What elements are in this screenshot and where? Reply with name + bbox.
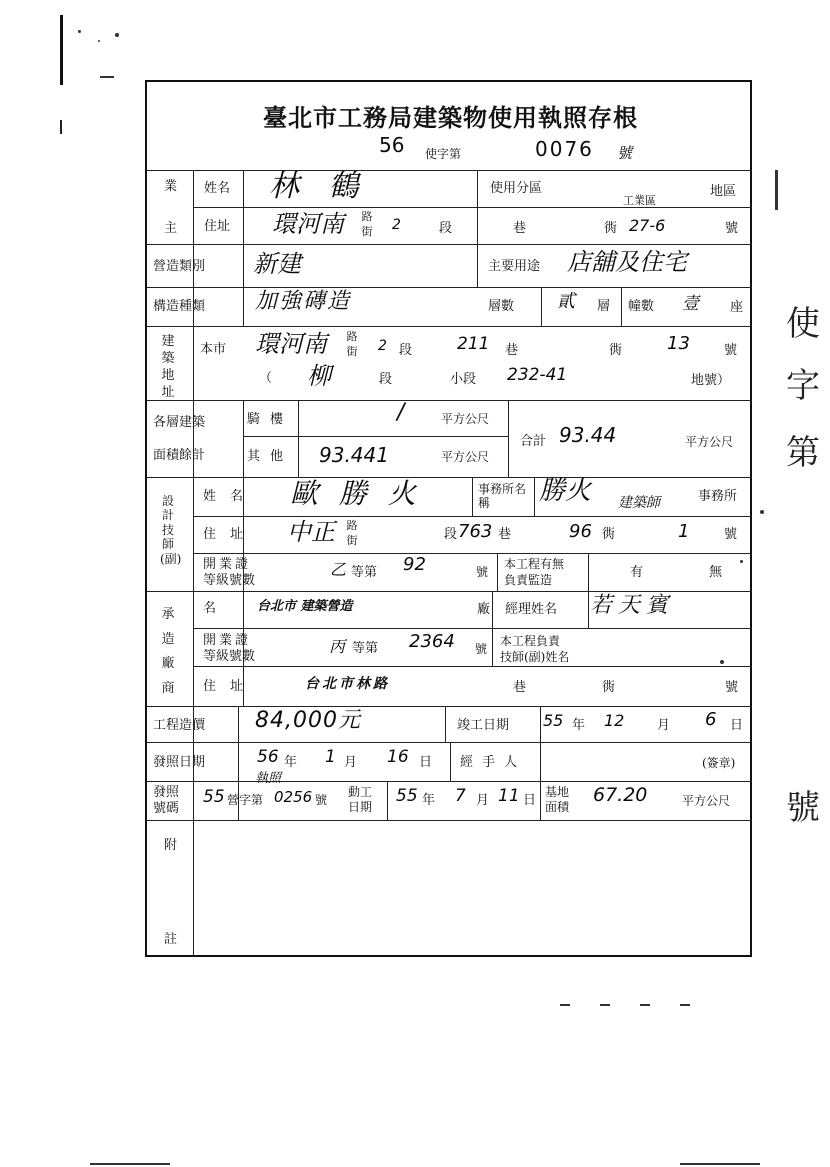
designer-license-grade: 乙 xyxy=(330,560,347,579)
designer-road: 中正 xyxy=(287,518,335,546)
other-label: 其他 xyxy=(247,449,294,464)
start-label-1: 動工 xyxy=(348,785,373,799)
permit-label-2: 號碼 xyxy=(153,801,180,816)
speck xyxy=(98,40,100,42)
contractor-address-label: 住址 xyxy=(203,679,258,694)
completion-month: 12 xyxy=(604,711,625,730)
site-district: 柳 xyxy=(307,362,331,390)
site-section-unit: 段 xyxy=(399,343,413,358)
contractor-license-unit: 號 xyxy=(475,642,488,656)
handler-label: 經手人 xyxy=(460,755,527,770)
start-month: 7 xyxy=(455,786,466,806)
contractor-street-unit: 衖 xyxy=(602,680,616,695)
site-city: 本市 xyxy=(200,342,227,357)
contractor-name-label: 名 xyxy=(203,601,217,616)
supervise-label-2: 負責監造 xyxy=(504,573,553,587)
contractor-lane-unit: 巷 xyxy=(513,680,527,695)
site-lot-no: 232-41 xyxy=(507,365,568,385)
site-lot-unit: 地號） xyxy=(691,373,731,388)
completion-day: 6 xyxy=(705,709,717,730)
permit-printed: 營字第 xyxy=(227,793,264,807)
contractor-license-label-2: 等級號數 xyxy=(203,649,256,664)
total-value: 93.44 xyxy=(559,423,617,447)
issue-month-unit: 月 xyxy=(344,755,358,770)
designer-license-mid: 等第 xyxy=(351,565,378,580)
manager-label: 經理姓名 xyxy=(505,602,558,617)
designer-license-label-1: 開業證 xyxy=(203,557,252,572)
designer-name-label: 姓名 xyxy=(203,489,258,504)
site-road: 環河南 xyxy=(255,330,327,358)
completion-label: 竣工日期 xyxy=(457,718,510,733)
speck xyxy=(115,33,119,37)
owner-road: 環河南 xyxy=(272,210,344,238)
count-value: 壹 xyxy=(682,294,699,314)
base-area-label-1: 基地 xyxy=(545,785,570,799)
supervise-label-1: 本工程有無 xyxy=(504,557,565,571)
site-street-unit: 衖 xyxy=(609,343,623,358)
owner-house-unit: 號 xyxy=(725,221,739,236)
site-road-label: 路街 xyxy=(346,330,358,358)
arcade-value: / xyxy=(397,400,405,425)
contractor-license-label-1: 開業證 xyxy=(203,633,252,648)
owner-name: 林 鶴 xyxy=(269,169,369,204)
completion-day-unit: 日 xyxy=(730,718,744,733)
scan-edge-mark xyxy=(60,15,63,85)
speck xyxy=(760,510,764,514)
owner-road-label: 路街 xyxy=(361,210,373,238)
seal-label: (簽章) xyxy=(702,756,736,770)
designer-license-label-2: 等級號數 xyxy=(203,573,256,588)
permit-annot: 執照 xyxy=(255,771,282,786)
margin-char-4: 號 xyxy=(786,788,820,828)
cost-value: 84,000元 xyxy=(255,708,361,733)
site-lane-unit: 巷 xyxy=(505,343,519,358)
start-day: 11 xyxy=(498,786,520,806)
speck xyxy=(600,1004,610,1006)
margin-char-2: 字 xyxy=(786,366,820,406)
site-subsection-unit: 小段 xyxy=(450,372,477,387)
site-open-paren: （ xyxy=(259,371,273,386)
contractor-name: 台北市 建築營造 xyxy=(257,599,353,614)
speck xyxy=(680,1004,690,1006)
permit-number-suffix: 號 xyxy=(617,144,633,162)
designer-name: 歐 勝 火 xyxy=(290,477,422,510)
designer-road-label: 路街 xyxy=(346,519,358,547)
site-district-unit: 段 xyxy=(379,372,393,387)
remarks-top: 附 xyxy=(164,838,178,853)
construction-type-value: 新建 xyxy=(253,250,301,278)
completion-year-unit: 年 xyxy=(572,718,586,733)
designer-lane-unit: 巷 xyxy=(498,527,512,542)
designer-street-unit: 衖 xyxy=(602,527,616,542)
owner-address-label: 住址 xyxy=(204,219,231,234)
scan-bottom-mark-2 xyxy=(680,1163,760,1165)
site-house-unit: 號 xyxy=(724,343,738,358)
speck xyxy=(720,660,724,664)
arcade-unit: 平方公尺 xyxy=(441,412,490,426)
area-label-top: 各層建築 xyxy=(153,415,206,430)
structure-label: 構造種類 xyxy=(153,299,206,314)
margin-char-3: 第 xyxy=(786,433,820,473)
designer-lane: 763 xyxy=(458,521,493,542)
base-area-value: 67.20 xyxy=(593,784,648,806)
total-label: 合計 xyxy=(520,434,547,449)
designer-section-label: 設計技師(副) xyxy=(160,494,182,566)
completion-month-unit: 月 xyxy=(657,718,671,733)
designer-address-label: 住址 xyxy=(203,527,258,542)
designer-license-unit: 號 xyxy=(476,565,489,579)
start-day-unit: 日 xyxy=(523,793,537,808)
permit-form xyxy=(145,80,752,957)
designer-house-no: 1 xyxy=(678,521,690,542)
owner-lane-unit: 巷 xyxy=(513,221,527,236)
area-label-bottom: 面積餘計 xyxy=(153,448,206,463)
issue-month: 1 xyxy=(325,747,336,767)
permit-number-unit: 號 xyxy=(315,793,328,807)
owner-name-label: 姓名 xyxy=(204,181,231,196)
contractor-section-label: 承造廠商 xyxy=(161,607,175,697)
supervise-alt: 無 xyxy=(709,565,723,580)
count-unit: 座 xyxy=(730,300,744,315)
floors-label: 層數 xyxy=(488,299,515,314)
issue-day-unit: 日 xyxy=(419,755,433,770)
owner-label-1: 業 xyxy=(164,179,178,194)
remarks-bottom: 註 xyxy=(164,932,178,947)
speck xyxy=(100,76,114,78)
zone-unit: 地區 xyxy=(710,184,737,199)
main-use-label: 主要用途 xyxy=(488,259,541,274)
structure-value: 加強磚造 xyxy=(255,289,352,314)
permit-number-value: 0256 xyxy=(274,788,313,806)
speck xyxy=(78,30,81,33)
contractor-house-unit: 號 xyxy=(725,680,739,695)
start-year-unit: 年 xyxy=(422,793,436,808)
contractor-license-no: 2364 xyxy=(409,631,455,652)
construction-type-label: 營造類別 xyxy=(153,259,206,274)
scan-edge-mark-2 xyxy=(60,120,62,134)
permit-year-value: 55 xyxy=(203,787,225,807)
contractor-address: 台北市林路 xyxy=(305,676,390,692)
other-unit: 平方公尺 xyxy=(441,450,490,464)
zone-label: 使用分區 xyxy=(490,181,543,196)
floors-value: 貳 xyxy=(557,291,575,312)
completion-year: 55 xyxy=(543,711,564,730)
issue-year: 56 xyxy=(257,747,279,767)
permit-label-1: 發照 xyxy=(153,785,180,800)
site-lane: 211 xyxy=(457,334,490,354)
owner-street-unit: 衖 xyxy=(604,221,618,236)
permit-number-label: 使字第 xyxy=(425,147,462,161)
permit-number: 0076 xyxy=(535,137,594,161)
start-year: 55 xyxy=(396,786,418,806)
arcade-label: 騎樓 xyxy=(247,412,294,427)
contractor-name-unit: 廠 xyxy=(477,602,491,617)
designer-section-unit: 段 xyxy=(444,527,458,542)
designer-house-unit: 號 xyxy=(724,527,738,542)
other-value: 93.441 xyxy=(319,443,389,467)
permit-year: 56 xyxy=(379,133,405,157)
speck xyxy=(740,560,743,563)
site-section-label: 建築地址 xyxy=(161,334,175,400)
zone-value: 工業區 xyxy=(623,194,656,207)
tech-label-2: 技師(副)姓名 xyxy=(500,650,570,664)
designer-office-printed: 建築師 xyxy=(618,495,660,511)
designer-office-suffix: 事務所 xyxy=(698,489,738,504)
base-area-unit: 平方公尺 xyxy=(682,794,731,808)
manager-name: 若天賓 xyxy=(590,593,675,618)
owner-section: 2 xyxy=(392,217,401,233)
site-house-no: 13 xyxy=(667,333,690,354)
start-label-2: 日期 xyxy=(348,800,373,814)
floors-unit: 層 xyxy=(597,299,611,314)
cost-label: 工程造價 xyxy=(153,718,206,733)
start-month-unit: 月 xyxy=(476,793,490,808)
designer-license-no: 92 xyxy=(403,554,426,575)
speck xyxy=(560,1004,570,1006)
margin-char-1: 使 xyxy=(786,304,820,344)
contractor-license-grade: 丙 xyxy=(329,637,346,656)
issue-label: 發照日期 xyxy=(153,755,206,770)
owner-label-2: 主 xyxy=(164,221,178,236)
speck xyxy=(775,170,778,210)
count-label: 幢數 xyxy=(628,299,655,314)
issue-day: 16 xyxy=(387,747,409,767)
owner-section-unit: 段 xyxy=(439,221,453,236)
owner-house-no: 27-6 xyxy=(629,216,666,235)
scan-bottom-mark xyxy=(90,1163,170,1165)
site-section: 2 xyxy=(378,338,387,354)
form-title: 臺北市工務局建築物使用執照存根 xyxy=(263,103,638,132)
supervise-value: 有 xyxy=(630,565,644,580)
base-area-label-2: 面積 xyxy=(545,800,570,814)
total-unit: 平方公尺 xyxy=(685,435,734,449)
issue-year-unit: 年 xyxy=(284,755,298,770)
speck xyxy=(640,1004,650,1006)
designer-office: 勝火 xyxy=(539,476,592,506)
tech-label-1: 本工程負責 xyxy=(500,634,561,648)
main-use-value: 店舖及住宅 xyxy=(567,248,687,276)
contractor-license-mid: 等第 xyxy=(352,641,379,656)
designer-street: 96 xyxy=(569,521,592,542)
designer-office-label: 事務所名稱 xyxy=(478,482,527,511)
